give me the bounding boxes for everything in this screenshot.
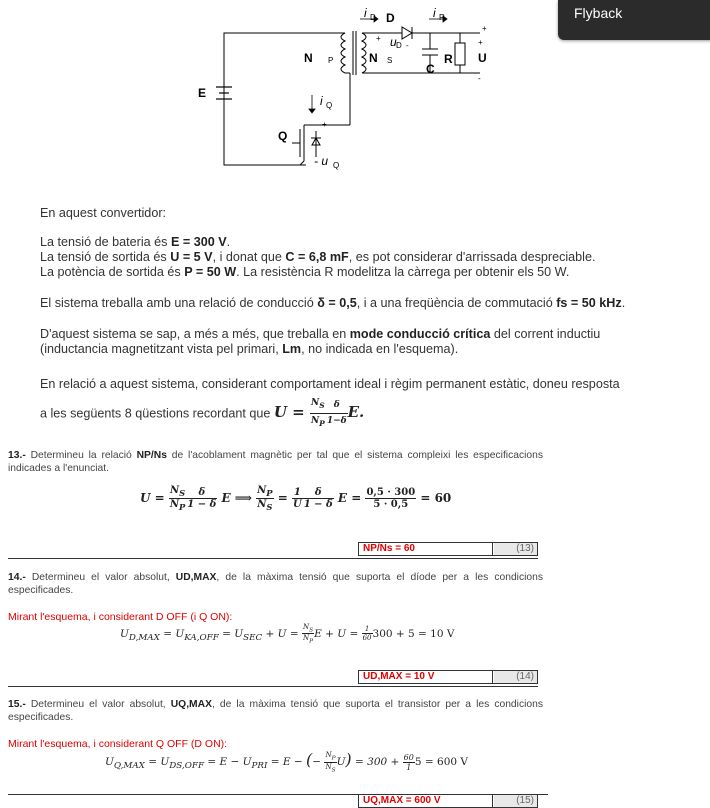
np-label: N [304,51,313,65]
flyback-tab[interactable] [558,0,710,40]
svg-text:P: P [328,56,334,65]
u-label: U [478,51,487,65]
answer-15: UQ,MAX = 600 V (15) [358,794,538,808]
flyback-circuit-diagram [190,5,520,175]
iQ-label: i [320,94,323,108]
intro-mode-line: D'aquest sistema se sap, a més a més, que treballa en mode conducció crítica del corrent inductiu [40,327,601,341]
e-label: E [198,86,207,100]
q15-note: Mirant l'esquema, i considerant Q OFF (D ON): [8,738,228,750]
intro-output-line: La tensió de sortida és U = 5 V, i donat que C = 6,8 mF, es pot considerar d'arrissada despreciable. [40,250,596,264]
intro-line-1: En aquest convertidor: [40,206,167,220]
intro-lm-line: (inductancia magnetitzant vista pel primari, Lm, no indicada en l'esquema). [40,342,459,356]
iD-label: i [364,6,367,20]
svg-text:R: R [439,13,445,22]
divider [8,558,538,559]
r-label: R [444,52,453,66]
answer-14: UD,MAX = 10 V (14) [358,670,538,684]
svg-text:+: + [376,34,381,43]
intro-relation-line: En relació a aquest sistema, considerant comportament ideal i règim permanent estàtic, doneu resposta [40,377,620,391]
svg-text:D: D [370,13,376,22]
answer-13: NP/Ns = 60 (13) [358,542,538,556]
svg-text:S: S [387,56,393,65]
intro-formula-line: a les següents 8 qüestions recordant que U = $\frac{N_S}{N_P}$ $\frac{\delta}{1-\delta}$ E. [40,398,365,428]
svg-text:+: + [482,24,487,33]
divider [8,686,538,687]
question-13: 13.- Determineu la relació NP/Ns de l'acoblament magnètic per tal que el sistema compleixi les especificacions indicades a l'enunciat. [8,450,544,474]
uD-label: u [390,35,397,49]
svg-text:Q: Q [333,161,340,170]
intro-power-line: La potència de sortida és P = 50 W. La resistència R modelitza la càrrega per obtenir els 50 W. [40,265,570,279]
c-label: C [426,62,435,76]
svg-text:-: - [406,41,409,50]
svg-text:+: + [322,120,327,129]
iR-label: i [433,6,436,20]
question-14: 14.- Determineu el valor absolut, UD,MAX, de la màxima tensió que suporta el díode per a les condicions especificades. [8,572,543,596]
equation-15: $U_{Q,MAX} = U_{DS,OFF} = E - U_{PRI} = E$ − (− $\frac{N_P}{N_S}$ U) = 300 + $\frac{60}{1}$ 5 = 600 V [105,750,468,773]
diode-label: D [386,11,395,25]
ns-label: N [369,51,378,65]
q14-note: Mirant l'esquema, i considerant D OFF (i Q ON): [8,611,233,623]
svg-text:Q: Q [326,101,333,110]
formula-u: U = $\frac{N_S}{N_P}$ $\frac{\delta}{1-\delta}$ E. [273,398,365,428]
svg-text:D: D [396,41,402,50]
intro-battery-line: La tensió de bateria és E = 300 V. [40,235,231,249]
svg-text:+: + [478,38,483,47]
tab-label: Flyback [574,5,623,21]
question-15: 15.- Determineu el valor absolut, UQ,MAX, de la màxima tensió que suporta el transistor per a les condicions especificades. [8,699,543,723]
svg-text:-: - [478,74,481,83]
equation-14: $U_{D,MAX} = U_{KA,OFF} = U_{SEC} + U$ = $\frac{N_S}{N_P}$ E + U = $\frac{1}{60}$ 300 + 5 = 10 V [120,623,455,645]
intro-duty-line: El sistema treballa amb una relació de conducció δ = 0,5, i a una freqüència de commutació fs = 50 kHz. [40,296,626,310]
q-label: Q [278,129,288,143]
uQ-label: - u [314,154,329,168]
equation-13: U = $\frac{N_S}{N_P}$ $\frac{\delta}{1 - \delta}$ E ⟹ $\frac{N_P}{N_S}$ = $\frac{1}{U}$ $\frac{\delta}{1 - \delta}$ E = $\frac{0,5 \cdot 300}{5 \cdot 0,5}$ = 60 [140,485,452,512]
